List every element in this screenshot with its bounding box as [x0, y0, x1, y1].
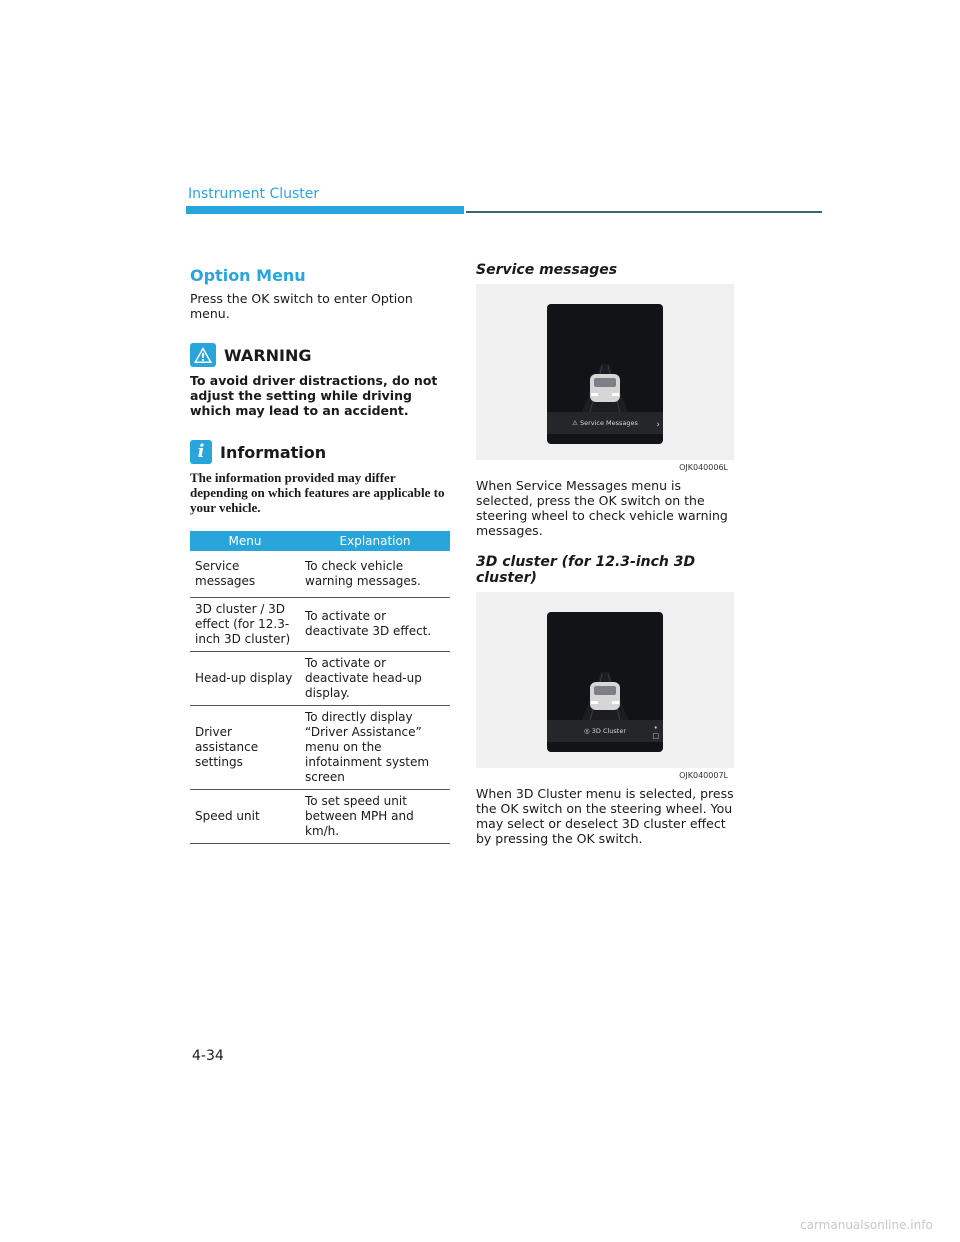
table-cell-explanation: To set speed unit between MPH and km/h.: [300, 789, 450, 843]
option-menu-intro: Press the OK switch to enter Option menu.: [190, 291, 413, 321]
right-column: [476, 262, 734, 846]
cluster-3d-title: 3D cluster (for 12.3-inch 3D cluster): [476, 554, 696, 586]
table-header-row: [190, 531, 450, 551]
table-cell-menu: 3D cluster / 3D effect (for 12.3-inch 3D cluster): [190, 597, 300, 651]
service-messages-banner: ⚠ Service Messages: [547, 412, 663, 434]
header-accent-bar: [186, 206, 464, 214]
table-row: [190, 597, 450, 651]
service-messages-title: Service messages: [476, 262, 618, 278]
footer-watermark: carmanualsonline.info: [800, 1218, 933, 1232]
warning-title: WARNING: [224, 345, 312, 365]
table-cell-menu: Speed unit: [190, 789, 300, 843]
service-messages-label: Service Messages: [579, 419, 638, 427]
cluster-3d-figure: [476, 592, 734, 780]
cluster-3d-text: When 3D Cluster menu is selected, press the OK switch on the steering wheel. You may select or deselect 3D cluster effect by pressing the OK switch.: [476, 786, 734, 846]
vehicle-illustration: [547, 612, 663, 732]
table-cell-explanation: To activate or deactivate 3D effect.: [300, 597, 450, 651]
header-rule: [466, 211, 822, 213]
info-icon: i: [190, 440, 212, 464]
service-messages-figure: [476, 284, 734, 472]
figure-code: OJK040006L: [679, 463, 728, 472]
scroll-indicator-icon: • □: [652, 724, 659, 740]
table-header-explanation: Explanation: [300, 531, 450, 551]
warning-icon: [190, 343, 216, 367]
table-row: [190, 705, 450, 789]
left-column: [190, 262, 450, 844]
information-title: Information: [220, 442, 327, 462]
figure-code: OJK040007L: [679, 771, 728, 780]
warning-header: [190, 343, 450, 367]
service-messages-text: When Service Messages menu is selected, press the OK switch on the steering wheel to check vehicle warning messages.: [476, 478, 728, 538]
cluster-screen: [547, 304, 663, 444]
section-header-title: Instrument Cluster: [188, 186, 320, 202]
option-menu-title: Option Menu: [190, 266, 306, 285]
cluster-3d-label: 3D Cluster: [591, 727, 627, 735]
table-cell-explanation: To activate or deactivate head-up display.: [300, 651, 450, 705]
vehicle-illustration: [547, 304, 663, 424]
cluster-3d-banner: ◎ 3D Cluster: [547, 720, 663, 742]
page-number: 4-34: [192, 1048, 224, 1064]
information-text: The information provided may differ depending on which features are applicable to your vehicle.: [190, 470, 445, 515]
table-cell-menu: Service messages: [190, 551, 300, 597]
table-cell-menu: Driver assistance settings: [190, 705, 300, 789]
table-cell-explanation: To check vehicle warning messages.: [300, 551, 450, 597]
table-cell-explanation: To directly display “Driver Assistance” menu on the infotainment system screen: [300, 705, 450, 789]
cluster-screen: [547, 612, 663, 752]
table-cell-menu: Head-up display: [190, 651, 300, 705]
table-row: [190, 789, 450, 843]
table-header-menu: Menu: [190, 531, 300, 551]
warning-text: To avoid driver distractions, do not adjust the setting while driving which may lead to an accident.: [190, 373, 438, 418]
table-row: [190, 651, 450, 705]
chevron-right-icon: ›: [656, 420, 660, 430]
table-row: [190, 551, 450, 597]
option-menu-table: [190, 531, 450, 844]
information-header: [190, 440, 450, 464]
